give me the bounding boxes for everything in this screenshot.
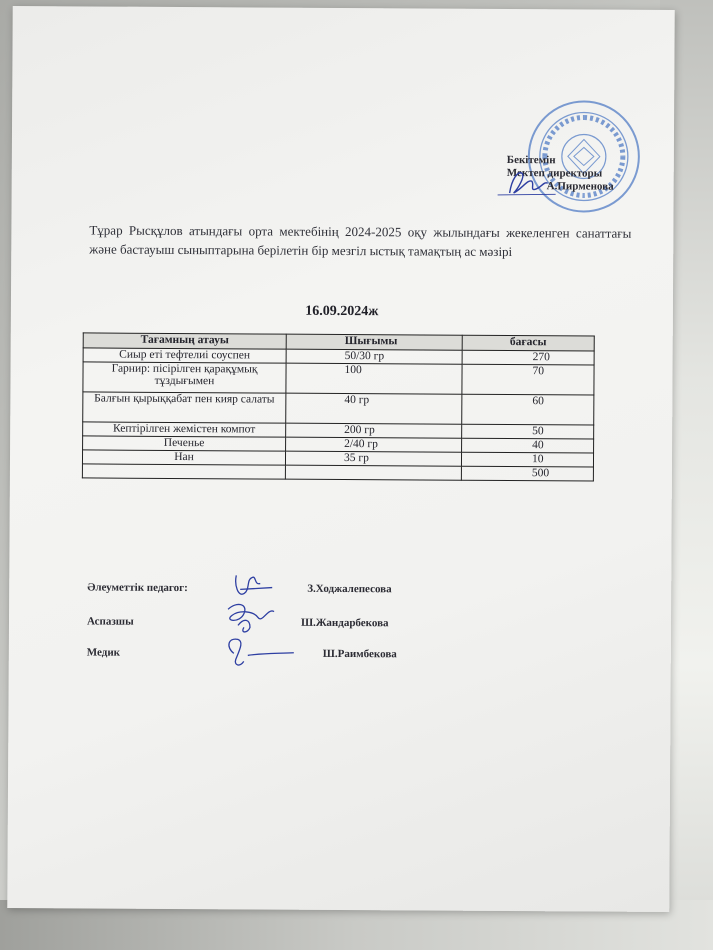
price-cell: 10 bbox=[461, 452, 593, 467]
approval-position: Мектеп директоры bbox=[506, 167, 603, 180]
dish-cell: Печенье bbox=[83, 436, 286, 451]
table-total-row bbox=[82, 464, 593, 481]
yield-cell: 40 гр bbox=[286, 393, 462, 424]
document-title: Тұрар Рысқұлов атындағы орта мектебінің 2024-2025 оқу жылындағы жекеленген санаттағы және бастауыш сыныптарына берілетін бір мезгіл ыстық тамақтың ас мәзірі bbox=[89, 222, 632, 260]
dish-cell: Кептірілген жемістен компот bbox=[83, 422, 286, 437]
yield-cell: 100 bbox=[286, 363, 462, 394]
document-sheet bbox=[7, 6, 674, 912]
price-cell: 60 bbox=[462, 394, 594, 425]
dish-cell: Нан bbox=[82, 450, 285, 465]
table-row bbox=[83, 362, 594, 395]
yield-cell: 35 гр bbox=[285, 451, 461, 466]
column-header-dish: Тағамның атауы bbox=[83, 333, 286, 349]
price-cell: 50 bbox=[462, 424, 594, 439]
director-signature-icon bbox=[492, 159, 562, 201]
approval-label: Бекітемін bbox=[506, 154, 556, 167]
column-header-price: бағасы bbox=[462, 335, 594, 351]
dish-cell: Гарнир: пісірілген қарақұмық тұздығымен bbox=[83, 362, 286, 393]
menu-date: 16.09.2024ж bbox=[305, 303, 379, 320]
dish-cell bbox=[82, 464, 285, 479]
signatory-name: Ш.Жандарбекова bbox=[300, 616, 389, 630]
price-cell: 70 bbox=[462, 364, 594, 395]
signatory-name: З.Ходжалепесова bbox=[307, 582, 392, 596]
dish-cell: Сиыр еті тефтелиі соуспен bbox=[83, 348, 286, 363]
yield-cell bbox=[285, 465, 461, 480]
menu-table bbox=[82, 332, 595, 481]
handwritten-signatures-icon bbox=[214, 567, 305, 678]
total-price-cell: 500 bbox=[461, 466, 593, 481]
price-cell: 40 bbox=[462, 438, 594, 453]
signatory-role: Аспазшы bbox=[86, 615, 134, 628]
signatory-role: Әлеуметтік педагог: bbox=[87, 581, 188, 595]
yield-cell: 50/30 гр bbox=[286, 349, 462, 364]
yield-cell: 2/40 гр bbox=[286, 437, 462, 452]
column-header-yield: Шығымы bbox=[286, 334, 462, 350]
signatory-role: Медик bbox=[86, 646, 121, 659]
approval-director-name: А.Пирменова bbox=[546, 180, 614, 193]
yield-cell: 200 гр bbox=[286, 423, 462, 438]
price-cell: 270 bbox=[462, 350, 594, 365]
dish-cell: Балғын қырыққабат пен кияр салаты bbox=[83, 392, 286, 423]
table-row bbox=[83, 392, 594, 425]
signatory-name: Ш.Раимбекова bbox=[322, 647, 397, 661]
